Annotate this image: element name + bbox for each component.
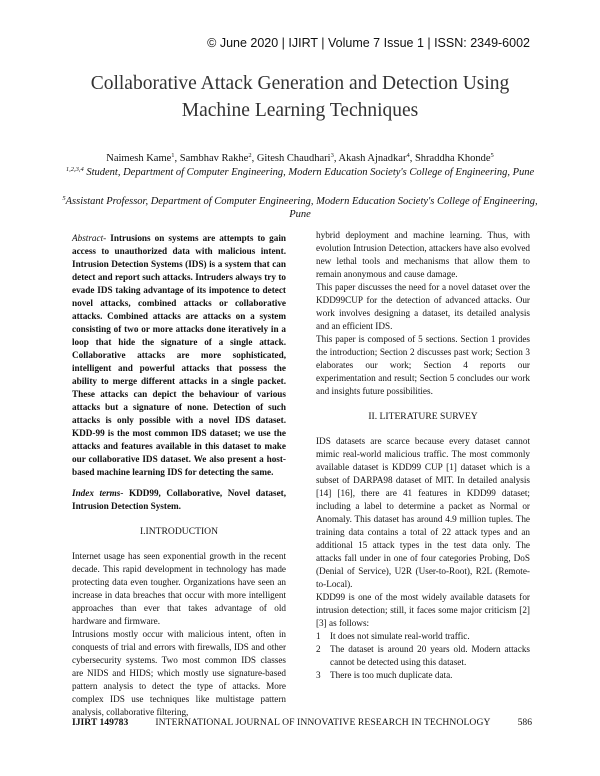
intro-paragraph: Internet usage has seen exponential growth in the recent decade. This rapid development in technology has made protecting data even tougher. Organizations have seen an increase in data breaches that occur with more intelligent approaches than ever that takes advantage of old hardware and firmware. [72,551,286,626]
list-text: It does not simulate real-world traffic. [330,631,470,641]
index-terms [72,487,286,513]
affiliation-text: Assistant Professor, Department of Computer Engineering, Modern Education Society's College of Engineering, Pune [65,196,538,220]
paper-title: Collaborative Attack Generation and Detection Using Machine Learning Techniques [90,73,510,121]
survey-paragraph: KDD99 is one of the most widely available datasets for intrusion detection; still, it faces some major criticism [2] [3] as follows: [316,592,530,628]
list-number: 3 [316,670,321,680]
author-sup: 2 [248,152,252,159]
intro-paragraph: Intrusions mostly occur with malicious intent, often in conquests of trial and errors with firewalls, IDS and other cybersecurity systems. Two most common IDS classes are NIDS and HIDS; which mostly use signature-based pattern analysis to detect the type of attacks. More complex IDS use techniques like multistage pattern analysis, collaborative filtering, [72,629,286,717]
intro-paragraph: This paper discusses the need for a novel dataset over the KDD99CUP for the detection of advanced attacks. Our work involves designing a dataset, its detailed analysis and an efficient IDS. [316,282,530,331]
survey-paragraph: IDS datasets are scarce because every dataset cannot mimic real-world malicious traffic. The most commonly available dataset is KDD99 CUP [1] dataset which is a subset of DARPA98 dataset of MIT. In detailed analysis [14] [16], there are 41 features in KDD99 dataset; including a label to determine a packet as Normal or Anomaly. This dataset has around 4.9 million tuples. The training data contains a total of 22 attack types and an additional 15 attack types in the test data only. The attacks fall under in one of four categories Probing, DoS (Denial of Service), U2R (User-to-Root), R2L (Remote-to-Local). [316,436,530,589]
index-terms-text: KDD99, Collaborative, Novel dataset, Intrusion Detection System. [72,488,287,511]
left-column [72,232,286,719]
affiliation-student [60,166,540,179]
right-column [316,229,530,682]
intro-paragraph: This paper is composed of 5 sections. Section 1 provides the introduction; Section 2 discusses past work; Section 3 elaborates our work; Section 4 reports our experimentation and result; Section 5 concludes our work and insights future possibilities. [316,334,530,396]
list-number: 1 [316,631,321,641]
journal-header: © June 2020 | IJIRT | Volume 7 Issue 1 | ISSN: 2349-6002 [207,36,530,50]
page-footer [72,717,532,728]
list-text: The dataset is around 20 years old. Modern attacks cannot be detected using this dataset. [330,644,530,667]
list-number: 2 [316,644,321,654]
affiliation-sup: 1,2,3,4 [65,166,84,173]
intro-paragraph: hybrid deployment and machine learning. Thus, with evolution Intrusion Detection, attackers have also evolved new lethal tools and mechanisms that allow them to remain anonymous and cause damage. [316,230,530,279]
author-name: Gitesh Chaudhari [256,153,331,164]
author-name: Shraddha Khonde [414,153,491,164]
affiliation-text: Student, Department of Computer Engineering, Modern Education Society's College of Engineering, Pune [86,167,535,178]
list-text: There is too much duplicate data. [330,670,453,680]
author-sup: 1 [171,152,175,159]
author-name: Akash Ajnadkar [338,153,407,164]
author-name: Sambhav Rakhe [179,153,249,164]
footer-journal-name: INTERNATIONAL JOURNAL OF INNOVATIVE RESEARCH IN TECHNOLOGY [155,717,491,728]
affiliation-professor [60,195,540,221]
abstract [72,232,286,479]
index-terms-label: Index terms- [72,488,124,498]
list-item [316,669,530,682]
abstract-text: Intrusions on systems are attempts to gain access to unauthorized data with malicious intent. Intrusion Detection Systems (IDS) is a system that can detect and report such attacks. Intruders always try to evade IDS taking advantage of its impotence to detect novel attacks, combined attacks or collaborative attacks. Combined attacks are attacks on a system consisting of two or more attacks done iteratively in a loop that hide the signature of a single attack. Collaborative attacks are more sophisticated, intelligent and powerful attacks that possess the ability to merge different attacks in a single packet. These attacks can depict the behaviour of various attacks but a signature of none. Detection of such attacks is only possible with a novel IDS dataset. KDD-99 is the most common IDS dataset; we use the attacks and features available in this dataset to make our collaborative IDS dataset. We also present a host-based machine learning IDS for detecting the same. [72,233,287,477]
author-name: Naimesh Kame [106,153,172,164]
author-list: Naimesh Kame$^1$, Sambhav Rakhe$^2$, Gitesh Chaudhari$^3$, Akash Ajnadkar$^4$, Shraddha Khonde$^5$ [106,152,494,164]
abstract-label: Abstract- [72,233,107,243]
page-number: 586 [517,717,532,728]
footer-paper-id: IJIRT 149783 [72,717,129,728]
list-item [316,643,530,669]
affiliation-sup: 5 [62,195,66,202]
author-sup: 4 [406,152,410,159]
list-item [316,630,530,643]
section-heading-introduction: I.INTRODUCTION [139,526,219,537]
author-sup: 3 [330,152,334,159]
section-heading-literature-survey: II. LITERATURE SURVEY [368,411,478,422]
author-sup: 5 [490,152,494,159]
